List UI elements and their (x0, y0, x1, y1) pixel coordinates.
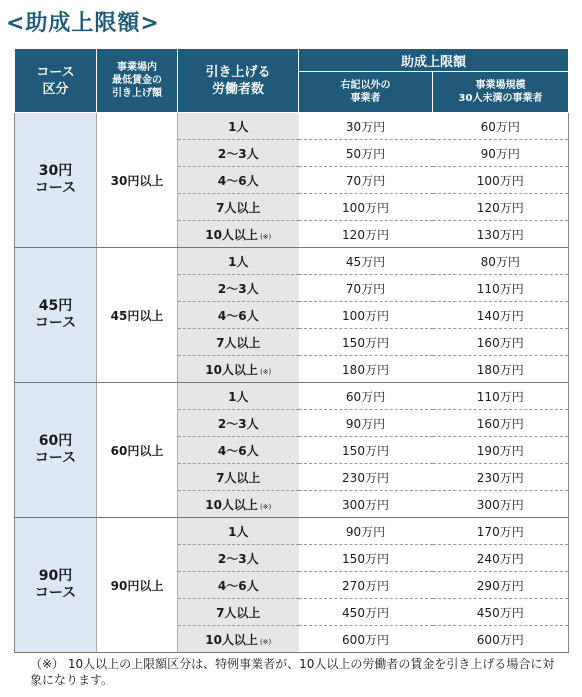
workers-cell (178, 356, 299, 383)
amount-other-cell: 90万円 (299, 410, 433, 437)
amount-other-cell: 150万円 (299, 329, 433, 356)
amount-small-cell: 230万円 (433, 464, 569, 491)
workers-label: 10人以上 (205, 362, 258, 377)
course-label: コース (34, 585, 77, 601)
amount-other-cell: 300万円 (299, 491, 433, 518)
header-course-label: コース 区分 (36, 64, 75, 97)
workers-cell (178, 140, 299, 167)
workers-label: 10人以上 (205, 497, 258, 512)
header-minwage-label: 事業場内 最低賃金の 引き上げ額 (112, 62, 162, 99)
minwage-cell: 30円以上 (97, 113, 178, 248)
amount-small-cell: 100万円 (433, 167, 569, 194)
header-col-other-label: 右記以外の 事業者 (340, 80, 391, 104)
workers-cell (178, 626, 299, 653)
workers-label: 2～3人 (217, 146, 259, 161)
course-label: コース (34, 180, 77, 196)
course-cell (15, 113, 97, 248)
amount-other-cell: 150万円 (299, 545, 433, 572)
course-cell (15, 518, 97, 653)
amount-other-cell: 120万円 (299, 221, 433, 248)
workers-label: 1人 (228, 119, 249, 134)
header-col-small-label: 事業場規模 30人未満の事業者 (458, 80, 543, 104)
amount-small-cell: 60万円 (433, 113, 569, 140)
note-mark: (※) (259, 232, 272, 241)
course-amount: 30円 (38, 163, 73, 179)
workers-label: 7人以上 (216, 605, 261, 620)
amount-small-cell: 170万円 (433, 518, 569, 545)
course-label: コース (34, 450, 77, 466)
workers-label: 10人以上 (205, 632, 258, 647)
workers-label: 7人以上 (216, 335, 261, 350)
amount-other-cell: 270万円 (299, 572, 433, 599)
amount-small-cell: 90万円 (433, 140, 569, 167)
amount-other-cell: 100万円 (299, 302, 433, 329)
workers-label: 10人以上 (205, 227, 258, 242)
amount-other-cell: 30万円 (299, 113, 433, 140)
amount-small-cell: 190万円 (433, 437, 569, 464)
amount-other-cell: 70万円 (299, 167, 433, 194)
workers-label: 1人 (228, 524, 249, 539)
amount-other-cell: 230万円 (299, 464, 433, 491)
course-label: コース (34, 315, 77, 331)
workers-label: 7人以上 (216, 470, 261, 485)
workers-cell (178, 194, 299, 221)
header-minwage (97, 49, 178, 113)
workers-cell (178, 599, 299, 626)
amount-small-cell: 300万円 (433, 491, 569, 518)
workers-label: 4～6人 (217, 578, 259, 593)
minwage-cell: 60円以上 (97, 383, 178, 518)
course-amount: 60円 (38, 433, 73, 449)
workers-cell (178, 329, 299, 356)
table-row (15, 383, 569, 410)
workers-label: 1人 (228, 389, 249, 404)
amount-small-cell: 160万円 (433, 329, 569, 356)
table-row (15, 518, 569, 545)
workers-cell (178, 464, 299, 491)
amount-other-cell: 600万円 (299, 626, 433, 653)
workers-cell (178, 410, 299, 437)
page-title: <助成上限額> (6, 11, 160, 36)
header-workers-label: 引き上げる 労働者数 (205, 64, 271, 97)
amount-small-cell: 120万円 (433, 194, 569, 221)
header-workers (178, 49, 299, 113)
workers-label: 4～6人 (217, 173, 259, 188)
workers-cell (178, 383, 299, 410)
course-amount: 45円 (38, 298, 73, 314)
amount-small-cell: 240万円 (433, 545, 569, 572)
workers-cell (178, 491, 299, 518)
workers-cell (178, 545, 299, 572)
workers-cell (178, 221, 299, 248)
table-row (15, 113, 569, 140)
amount-small-cell: 290万円 (433, 572, 569, 599)
amount-other-cell: 50万円 (299, 140, 433, 167)
workers-label: 4～6人 (217, 443, 259, 458)
note-mark: (※) (259, 367, 272, 376)
amount-other-cell: 100万円 (299, 194, 433, 221)
amount-small-cell: 160万円 (433, 410, 569, 437)
workers-cell (178, 302, 299, 329)
amount-other-cell: 180万円 (299, 356, 433, 383)
header-col-small (433, 72, 569, 113)
workers-cell (178, 437, 299, 464)
course-cell (15, 383, 97, 518)
header-col-other (299, 72, 433, 113)
grant-limit-table (14, 48, 569, 653)
amount-small-cell: 80万円 (433, 248, 569, 275)
amount-small-cell: 110万円 (433, 275, 569, 302)
header-course (15, 49, 97, 113)
amount-small-cell: 110万円 (433, 383, 569, 410)
workers-label: 2～3人 (217, 416, 259, 431)
course-amount: 90円 (38, 568, 73, 584)
header-grant: 助成上限額 (299, 49, 569, 72)
amount-other-cell: 90万円 (299, 518, 433, 545)
workers-cell (178, 113, 299, 140)
workers-cell (178, 518, 299, 545)
note-mark: (※) (259, 637, 272, 646)
workers-cell (178, 572, 299, 599)
workers-label: 1人 (228, 254, 249, 269)
workers-label: 2～3人 (217, 281, 259, 296)
footnote: （※） 10人以上の上限額区分は、特例事業者が、10人以上の労働者の賃金を引き上げる場合に対象になります。 (30, 657, 555, 687)
workers-cell (178, 275, 299, 302)
note-mark: (※) (259, 502, 272, 511)
workers-label: 7人以上 (216, 200, 261, 215)
amount-small-cell: 140万円 (433, 302, 569, 329)
amount-small-cell: 180万円 (433, 356, 569, 383)
amount-other-cell: 450万円 (299, 599, 433, 626)
workers-cell (178, 248, 299, 275)
workers-label: 2～3人 (217, 551, 259, 566)
amount-small-cell: 450万円 (433, 599, 569, 626)
minwage-cell: 45円以上 (97, 248, 178, 383)
table-row (15, 248, 569, 275)
course-cell (15, 248, 97, 383)
amount-other-cell: 45万円 (299, 248, 433, 275)
workers-label: 4～6人 (217, 308, 259, 323)
amount-small-cell: 130万円 (433, 221, 569, 248)
minwage-cell: 90円以上 (97, 518, 178, 653)
amount-other-cell: 70万円 (299, 275, 433, 302)
amount-small-cell: 600万円 (433, 626, 569, 653)
table-body (15, 113, 569, 653)
workers-cell (178, 167, 299, 194)
amount-other-cell: 60万円 (299, 383, 433, 410)
amount-other-cell: 150万円 (299, 437, 433, 464)
